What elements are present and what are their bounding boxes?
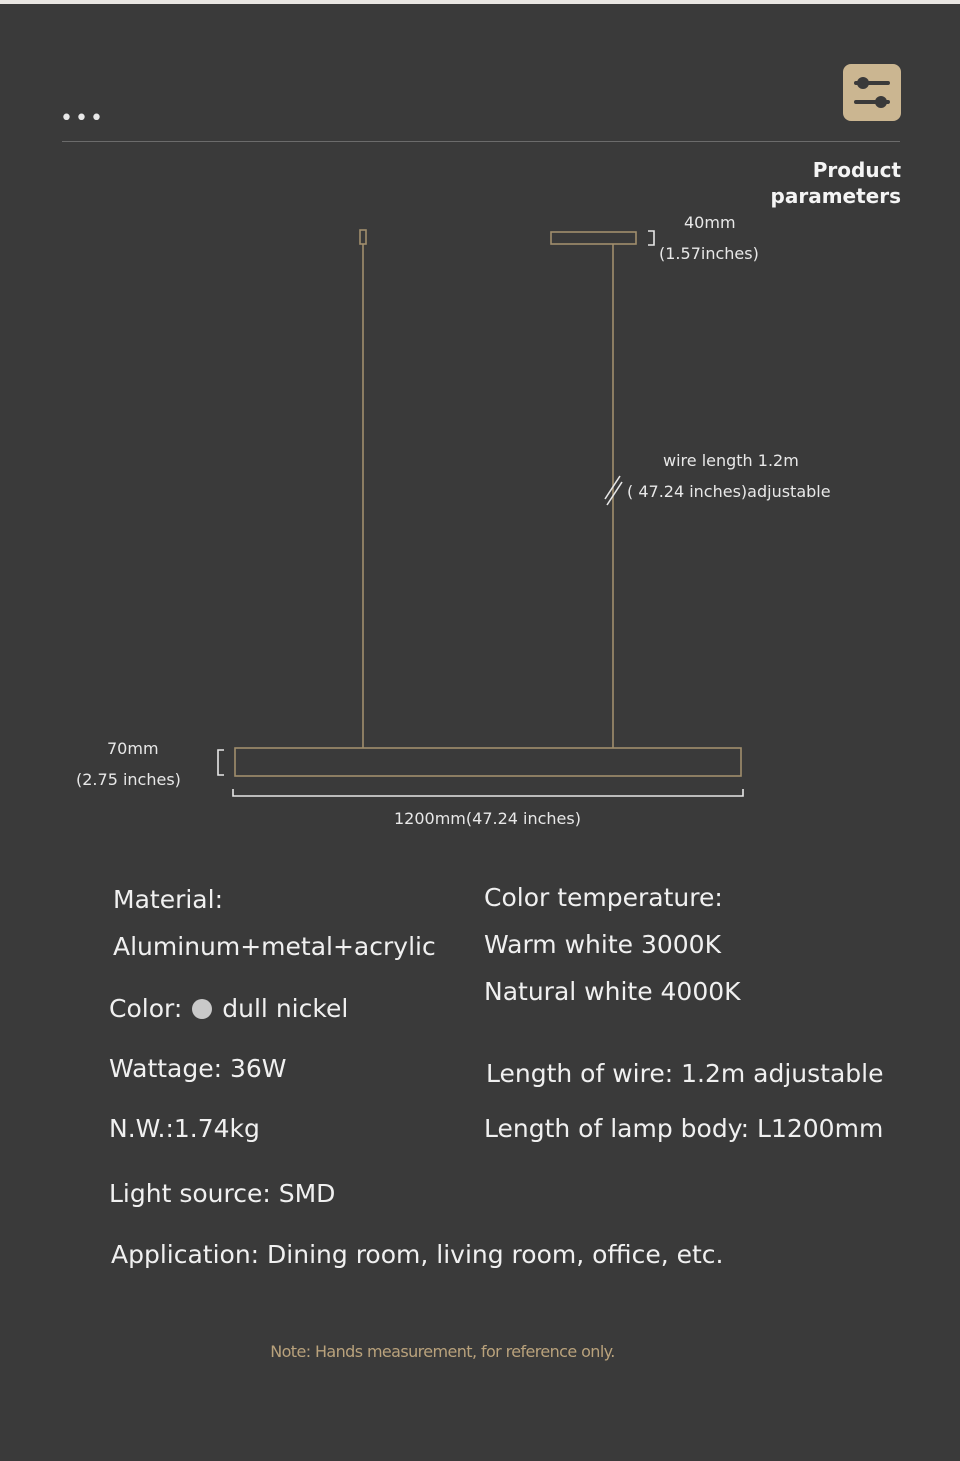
- body-height-inches: (2.75 inches): [76, 770, 181, 789]
- color-value: dull nickel: [222, 994, 349, 1023]
- page-title-line1: Product: [812, 158, 901, 182]
- wire-length-inches: ( 47.24 inches)adjustable: [627, 482, 831, 501]
- canopy-bracket: [648, 231, 654, 245]
- body-height-label: 70mm: [107, 739, 159, 758]
- color-temp-natural: Natural white 4000K: [484, 977, 741, 1006]
- left-hook: [360, 230, 366, 244]
- measurement-note: Note: Hands measurement, for reference only.: [270, 1342, 615, 1361]
- length-bracket: [233, 789, 743, 796]
- color-swatch: [192, 999, 212, 1019]
- more-dots-icon[interactable]: •••: [60, 106, 105, 131]
- light-source: Light source: SMD: [109, 1179, 336, 1208]
- application: Application: Dining room, living room, office, etc.: [111, 1240, 724, 1269]
- body-bracket: [218, 750, 224, 775]
- wire-length-spec: Length of wire: 1.2m adjustable: [486, 1059, 884, 1088]
- canopy-height-inches: (1.57inches): [659, 244, 759, 263]
- body-length-label: 1200mm(47.24 inches): [394, 809, 581, 828]
- color-temp-warm: Warm white 3000K: [484, 930, 721, 959]
- canopy-height-label: 40mm: [684, 213, 736, 232]
- canopy: [551, 232, 636, 244]
- lamp-body: [235, 748, 741, 776]
- material-value: Aluminum+metal+acrylic: [113, 932, 436, 961]
- color-row: [109, 994, 348, 1024]
- color-label: Color:: [109, 994, 183, 1023]
- wattage: Wattage: 36W: [109, 1054, 287, 1083]
- lamp-length-spec: Length of lamp body: L1200mm: [484, 1114, 884, 1143]
- page-title-line2: parameters: [770, 184, 901, 208]
- wire-length-label: wire length 1.2m: [663, 451, 799, 470]
- net-weight: N.W.:1.74kg: [109, 1114, 260, 1143]
- color-temp-label: Color temperature:: [484, 883, 723, 912]
- material-label: Material:: [113, 885, 223, 914]
